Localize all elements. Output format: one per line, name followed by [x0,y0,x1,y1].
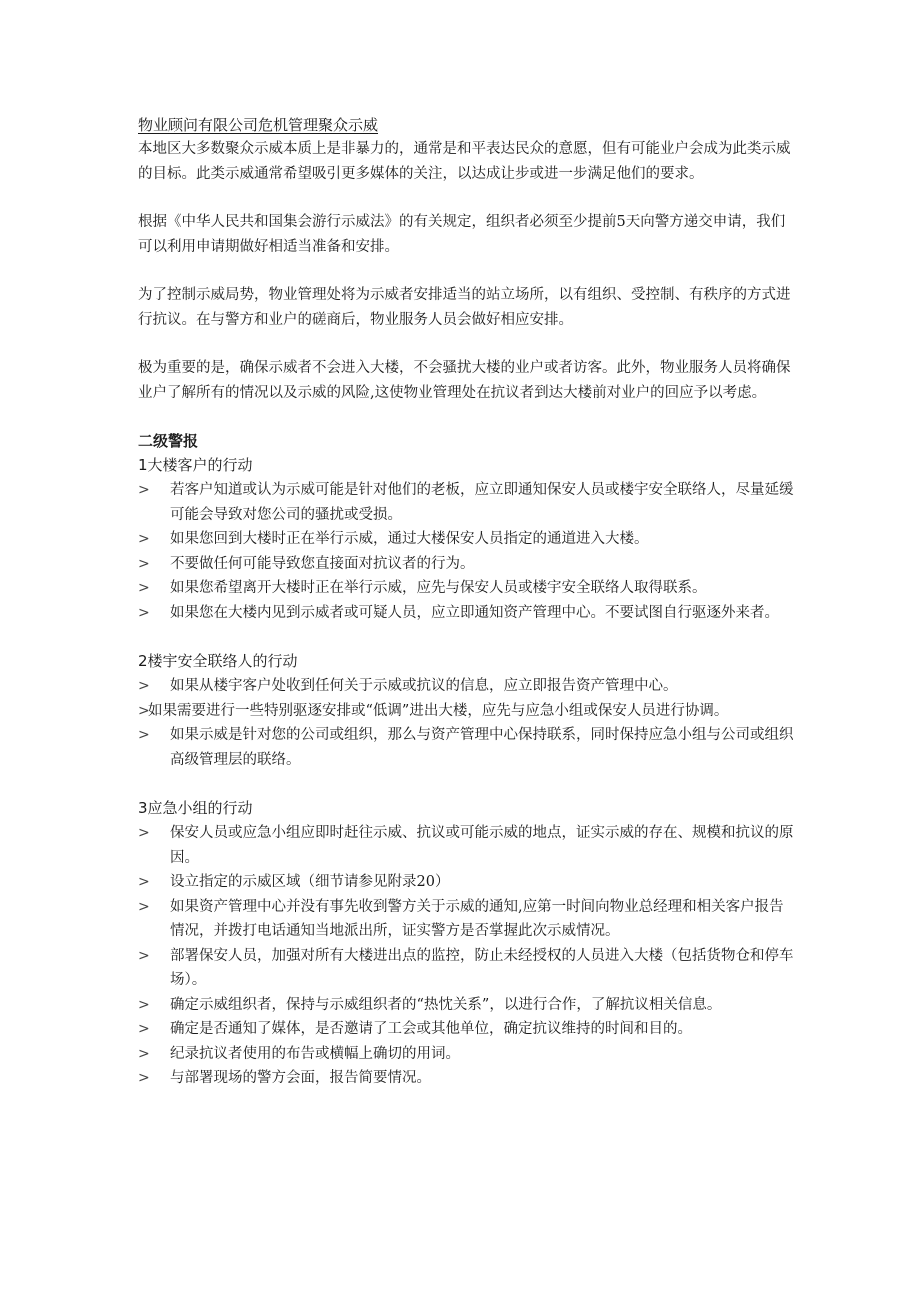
subsection-2-list [138,674,798,772]
chevron-right-icon: > [138,604,150,621]
list-item: > 部署保安人员，加强对所有大楼进出点的监控，防止未经授权的人员进入大楼（包括货物仓和停车场）。 [138,944,798,993]
list-item: > 如果示威是针对您的公司或组织，那么与资产管理中心保持联系，同时保持应急小组与公司或组织高级管理层的联络。 [138,723,798,772]
chevron-right-icon: > [138,1045,150,1062]
list-item: > 若客户知道或认为示威可能是针对他们的老板，应立即通知保安人员或楼宇安全联络人，尽量延缓可能会导致对您公司的骚扰或受损。 [138,478,798,527]
subsection-1-list [138,478,798,625]
chevron-right-icon: > [138,678,150,694]
subsection-3-list [138,821,798,1091]
subsection-title-1: 1大楼客户的行动 [138,456,253,474]
list-item: > 保安人员或应急小组应即时赶往示威、抗议或可能示威的地点，证实示威的存在、规模和抗议的原因。 [138,821,798,870]
list-item: > 与部署现场的警方会面，报告简要情况。 [138,1066,798,1091]
list-item: > 如果您在大楼内见到示威者或可疑人员，应立即通知资产管理中心。不要试图自行驱逐外来者。 [138,601,798,626]
chevron-right-icon: > [138,996,150,1013]
chevron-right-icon: > [138,898,150,915]
list-item: > 设立指定的示威区域（细节请参见附录20） [138,870,798,895]
list-item: > 确定是否通知了媒体，是否邀请了工会或其他单位，确定抗议维持的时间和目的。 [138,1017,798,1042]
intro-paragraph-4: 极为重要的是，确保示威者不会进入大楼，不会骚扰大楼的业户或者访客。此外，物业服务人员将确保业户了解所有的情况以及示威的风险,这使物业管理处在抗议者到达大楼前对业户的回应予以考虑。 [138,360,791,401]
chevron-right-icon: > [138,531,150,547]
list-item: > 如果您回到大楼时正在举行示威，通过大楼保安人员指定的通道进入大楼。 [138,527,798,552]
chevron-right-icon: > [138,555,150,572]
list-item: > 确定示威组织者，保持与示威组织者的“热忱关系”，以进行合作，了解抗议相关信息。 [138,993,798,1018]
list-item: > 如果您希望离开大楼时正在举行示威，应先与保安人员或楼宇安全联络人取得联系。 [138,576,798,601]
chevron-right-icon: > [138,702,150,719]
chevron-right-icon: > [138,825,150,841]
list-item: > 不要做任何可能导致您直接面对抗议者的行为。 [138,552,798,577]
intro-paragraph-1: 本地区大多数聚众示威本质上是非暴力的，通常是和平表达民众的意愿，但有可能业户会成为此类示威的目标。此类示威通常希望吸引更多媒体的关注，以达成让步或进一步满足他们的要求。 [138,141,791,182]
chevron-right-icon: > [138,947,150,964]
chevron-right-icon: > [138,727,150,743]
list-item: > 如果资产管理中心并没有事先收到警方关于示威的通知,应第一时间向物业总经理和相关客户报告情况，并拨打电话通知当地派出所，证实警方是否掌握此次示威情况。 [138,895,798,944]
subsection-title-2: 2楼宇安全联络人的行动 [138,652,298,670]
document-title: 物业顾问有限公司危机管理聚众示威 [138,116,379,134]
chevron-right-icon: > [138,1021,150,1037]
subsection-title-3: 3应急小组的行动 [138,799,253,817]
chevron-right-icon: > [138,874,150,890]
section-title: 二级警报 [138,432,199,450]
chevron-right-icon: > [138,482,150,498]
intro-paragraph-3: 为了控制示威局势，物业管理处将为示威者安排适当的站立场所，以有组织、受控制、有秩序的方式进行抗议。在与警方和业户的磋商后，物业服务人员会做好相应安排。 [138,287,791,328]
list-item: > 纪录抗议者使用的布告或横幅上确切的用词。 [138,1042,798,1067]
chevron-right-icon: > [138,580,150,596]
list-item: > 如果需要进行一些特别驱逐安排或“低调”进出大楼，应先与应急小组或保安人员进行协调。 [138,699,798,724]
document-page [138,113,798,1091]
intro-paragraph-2: 根据《中华人民共和国集会游行示威法》的有关规定，组织者必须至少提前5天向警方递交申请，我们可以利用申请期做好相适当准备和安排。 [138,214,786,255]
chevron-right-icon: > [138,1070,150,1086]
list-item: > 如果从楼宇客户处收到任何关于示威或抗议的信息，应立即报告资产管理中心。 [138,674,798,699]
